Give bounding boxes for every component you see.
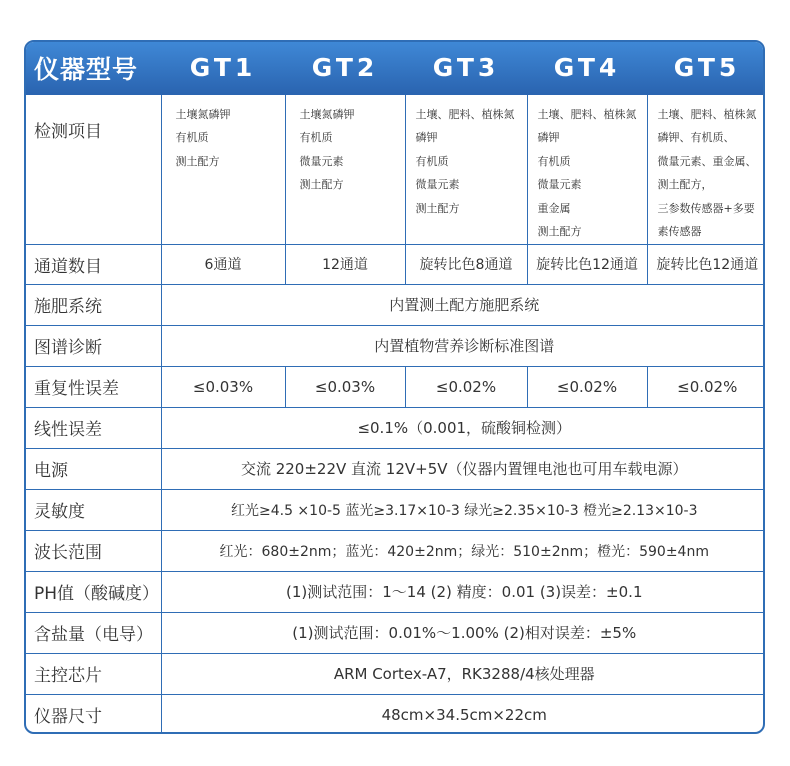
- size-value: 48cm×34.5cm×22cm: [161, 694, 765, 734]
- row-label-salt: 含盐量（电导）: [26, 612, 161, 653]
- spec-table-frame: [24, 40, 765, 734]
- row-label-chip: 主控芯片: [26, 653, 161, 694]
- sensitivity-value: 红光≥4.5 ×10-5 蓝光≥3.17×10-3 绿光≥2.35×10-3 橙光≥2.13×10-3: [161, 489, 765, 530]
- items-gt3: 土壤、肥料、植株氮 磷钾 有机质 微量元素 测土配方: [405, 94, 527, 244]
- row-label-linear: 线性误差: [26, 407, 161, 448]
- row-label-size: 仪器尺寸: [26, 694, 161, 734]
- row-channels: [26, 244, 765, 284]
- channels-gt3: 旋转比色8通道: [405, 244, 527, 284]
- model-gt3: GT3: [405, 42, 527, 94]
- row-label-wavelength: 波长范围: [26, 530, 161, 571]
- items-gt1: 土壤氮磷钾 有机质 测土配方: [161, 94, 285, 244]
- row-label-power: 电源: [26, 448, 161, 489]
- row-size: [26, 694, 765, 734]
- row-linear: [26, 407, 765, 448]
- row-fertilizer: [26, 284, 765, 325]
- items-gt4: 土壤、肥料、植株氮 磷钾 有机质 微量元素 重金属 测土配方: [527, 94, 647, 244]
- spec-table: [26, 42, 765, 734]
- row-ph: [26, 571, 765, 612]
- row-repeat: [26, 366, 765, 407]
- ph-value: (1)测试范围：1～14 (2) 精度：0.01 (3)误差：±0.1: [161, 571, 765, 612]
- row-label-ph: PH值（酸碱度）: [26, 571, 161, 612]
- model-gt1: GT1: [161, 42, 285, 94]
- row-salt: [26, 612, 765, 653]
- wavelength-value: 红光：680±2nm；蓝光：420±2nm；绿光：510±2nm；橙光：590±4nm: [161, 530, 765, 571]
- row-power: [26, 448, 765, 489]
- model-gt5: GT5: [647, 42, 765, 94]
- salt-value: (1)测试范围：0.01%～1.00% (2)相对误差：±5%: [161, 612, 765, 653]
- repeat-gt4: ≤0.02%: [527, 366, 647, 407]
- row-sensitivity: [26, 489, 765, 530]
- repeat-gt3: ≤0.02%: [405, 366, 527, 407]
- repeat-gt1: ≤0.03%: [161, 366, 285, 407]
- diagnosis-value: 内置植物营养诊断标准图谱: [161, 325, 765, 366]
- repeat-gt5: ≤0.02%: [647, 366, 765, 407]
- chip-value: ARM Cortex-A7，RK3288/4核处理器: [161, 653, 765, 694]
- row-items: [26, 94, 765, 244]
- items-gt2: 土壤氮磷钾 有机质 微量元素 测土配方: [285, 94, 405, 244]
- header-label: 仪器型号: [26, 42, 161, 94]
- items-gt5: 土壤、肥料、植株氮 磷钾、有机质、 微量元素、重金属、 测土配方， 三参数传感器+多要 素传感器: [647, 94, 765, 244]
- row-label-fertilizer: 施肥系统: [26, 284, 161, 325]
- channels-gt1: 6通道: [161, 244, 285, 284]
- row-label-repeat: 重复性误差: [26, 366, 161, 407]
- power-value: 交流 220±22V 直流 12V+5V（仪器内置锂电池也可用车载电源）: [161, 448, 765, 489]
- row-label-items: 检测项目: [26, 94, 161, 244]
- row-diagnosis: [26, 325, 765, 366]
- row-label-diagnosis: 图谱诊断: [26, 325, 161, 366]
- model-gt4: GT4: [527, 42, 647, 94]
- row-label-sensitivity: 灵敏度: [26, 489, 161, 530]
- channels-gt4: 旋转比色12通道: [527, 244, 647, 284]
- channels-gt2: 12通道: [285, 244, 405, 284]
- row-wavelength: [26, 530, 765, 571]
- row-label-channels: 通道数目: [26, 244, 161, 284]
- header-row: [26, 42, 765, 94]
- row-chip: [26, 653, 765, 694]
- model-gt2: GT2: [285, 42, 405, 94]
- channels-gt5: 旋转比色12通道: [647, 244, 765, 284]
- linear-value: ≤0.1%（0.001，硫酸铜检测）: [161, 407, 765, 448]
- repeat-gt2: ≤0.03%: [285, 366, 405, 407]
- fertilizer-value: 内置测土配方施肥系统: [161, 284, 765, 325]
